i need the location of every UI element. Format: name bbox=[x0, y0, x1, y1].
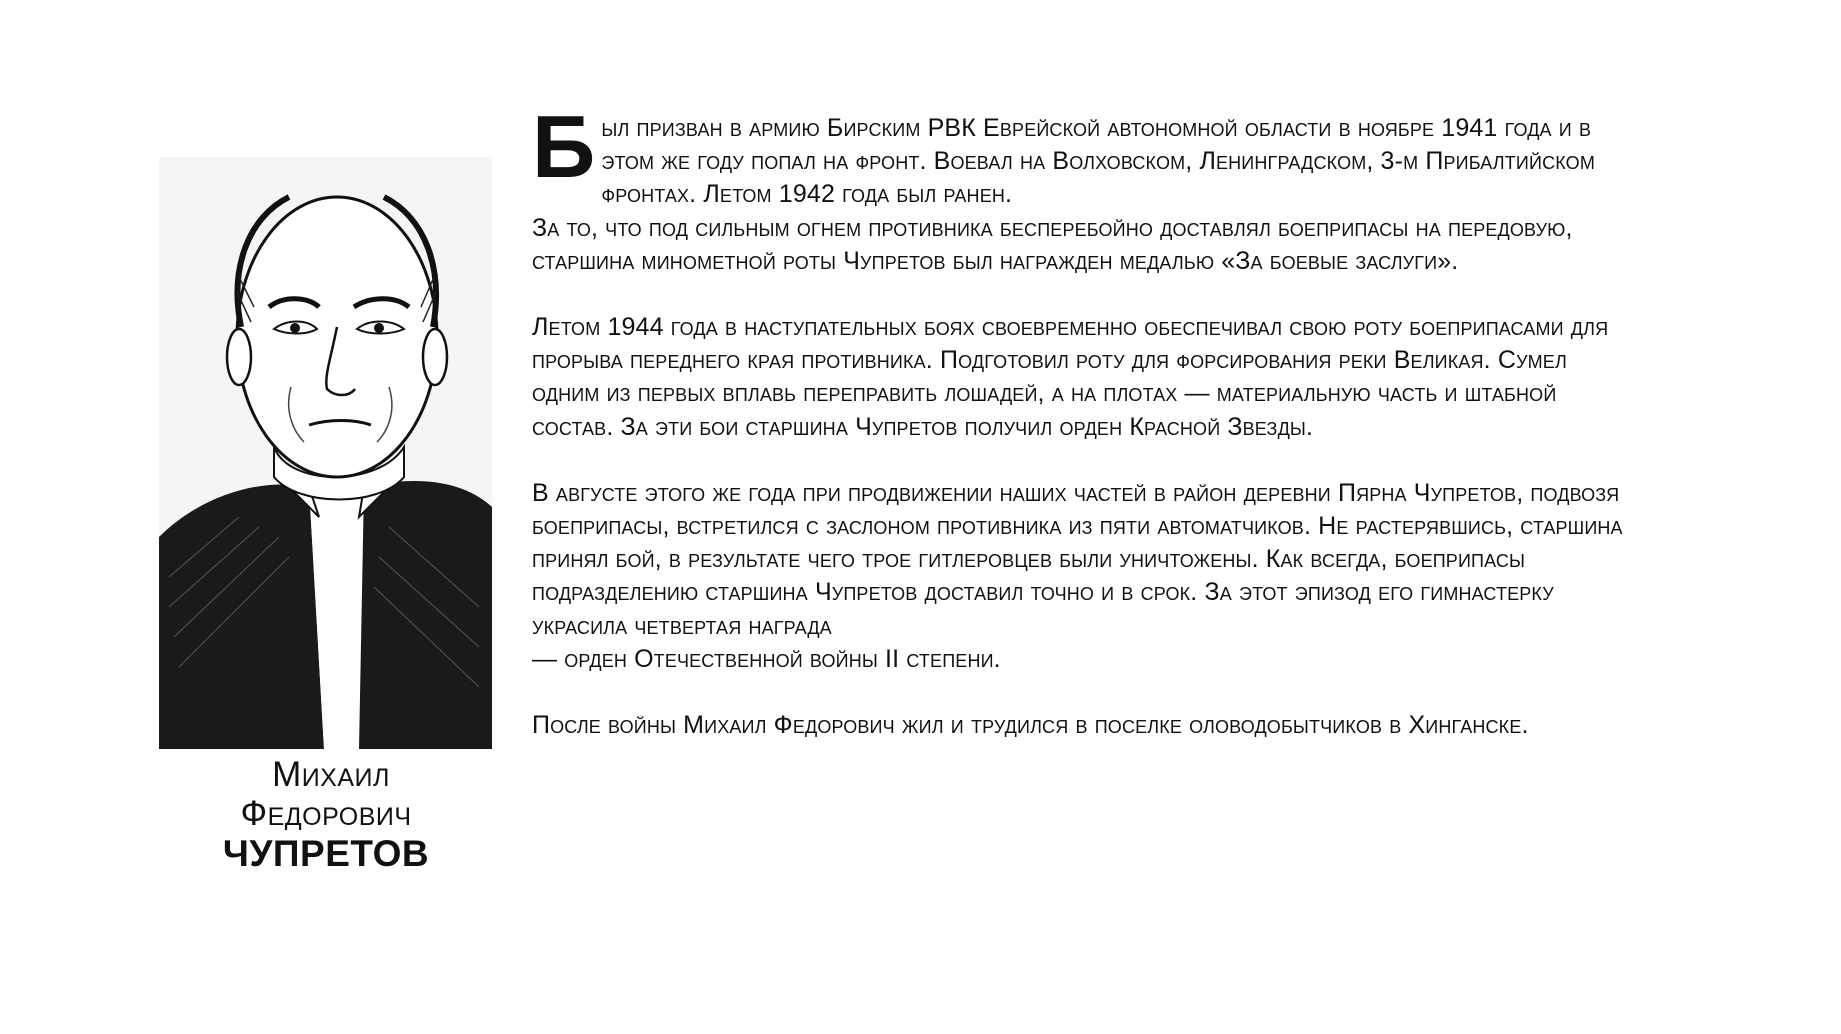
bio-paragraph-3: В августе этого же года при продвижении наших частей в район деревни Пярна Чупретов, подвозя боеприпасы, встретился с заслоном противника из пяти автоматчиков. Не растерявшись, старшина принял бой, в результате чего трое гитлеровцев были уничтожены. Как всегда, боеприпасы подразделению старшина Чупретов доставил точно и в срок. За этот эпизод его гимнастерку украсила четвертая награда — орден Отечественной войны II степени. bbox=[532, 478, 1623, 673]
portrait-drawing bbox=[159, 157, 492, 749]
person-name bbox=[160, 755, 492, 875]
drop-cap: Б bbox=[532, 97, 596, 196]
bio-paragraph-1 bbox=[532, 97, 1632, 278]
bio-paragraph-1-text: ыл призван в армию Бирским РВК Еврейской автономной области в ноябре 1941 года и в этом же году попал на фронт. Воевал на Волховском, Ленинградском, 3-м Прибалтийском фронтах. Летом 1942 года был ранен. За то, что под сильным огнем противника бесперебойно доставлял боеприпасы на передовую, старшина минометной роты Чупретов был награжден медалью «За боевые заслуги». bbox=[532, 114, 1595, 275]
bio-paragraph-4: После войны Михаил Федорович жил и трудился в поселке оловодобытчиков в Хинганске. bbox=[532, 711, 1529, 740]
name-middle: Федорович bbox=[240, 794, 412, 834]
biography-text bbox=[532, 97, 1632, 775]
name-first: Михаил bbox=[272, 755, 390, 794]
portrait-sketch bbox=[159, 157, 492, 749]
bio-paragraph-2: Летом 1944 года в наступательных боях своевременно обеспечивал свою роту боеприпасами для прорыва переднего края противника. Подготовил роту для форсирования реки Великая. Сумел одним из первых вплавь переправить лошадей, а на плотах — материальную часть и штабной состав. За эти бои старшина Чупретов получил орден Красной Звезды. bbox=[532, 313, 1609, 441]
name-last: ЧУПРЕТОВ bbox=[222, 833, 430, 875]
